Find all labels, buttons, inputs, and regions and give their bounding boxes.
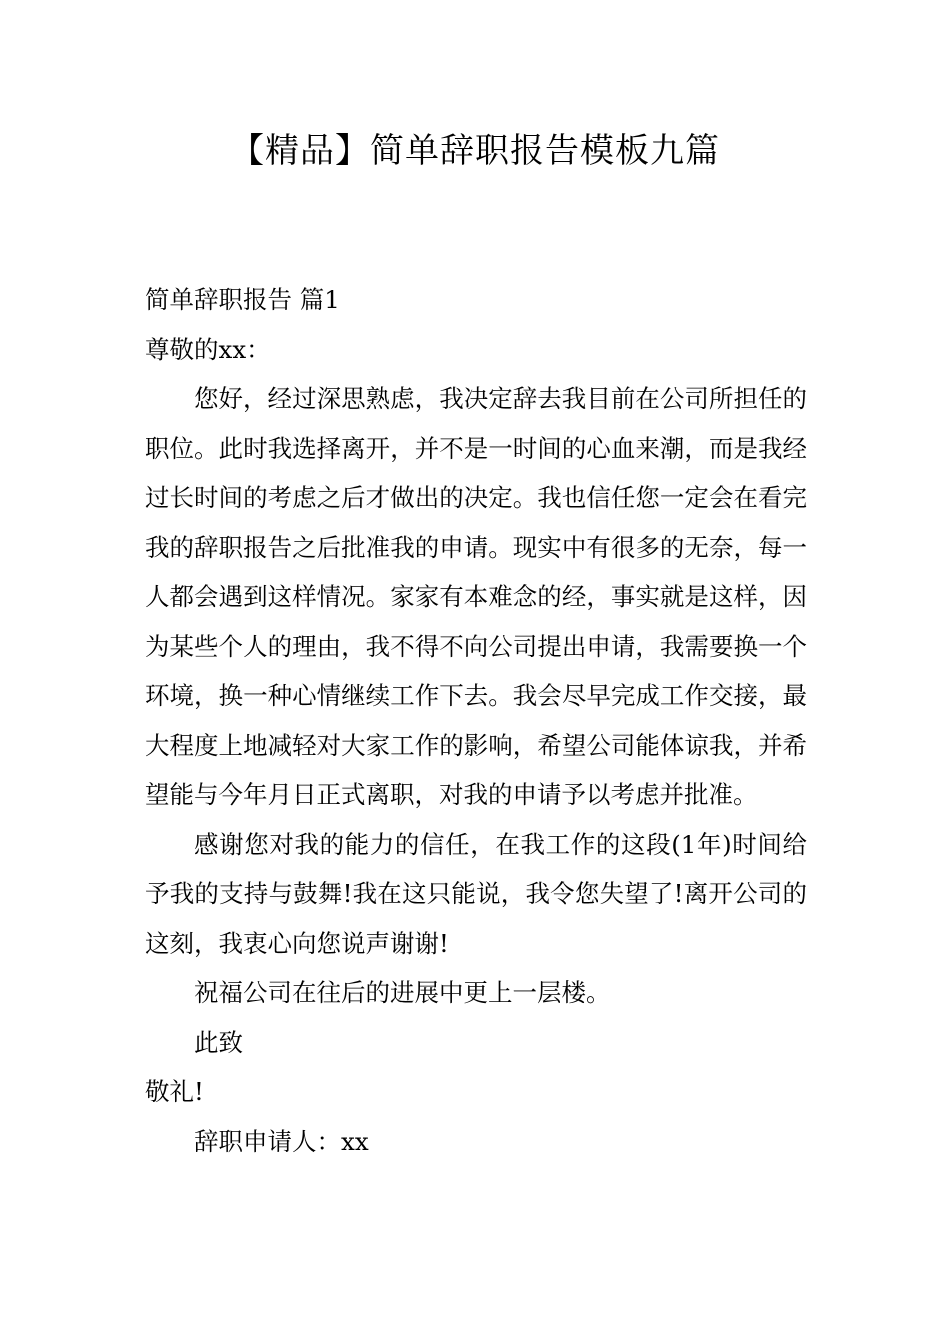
document-title: 【精品】简单辞职报告模板九篇: [230, 131, 720, 171]
paragraph-3: 祝福公司在往后的进展中更上一层楼。: [194, 978, 611, 1007]
salutation: 尊敬的xx：: [145, 334, 271, 364]
section-heading: 简单辞职报告 篇1: [145, 285, 340, 314]
document-body: [145, 275, 807, 1166]
signature-line: 辞职申请人：xx: [194, 1126, 369, 1156]
paragraph-1: 您好，经过深思熟虑，我决定辞去我目前在公司所担任的职位。此时我选择离开，并不是一时间的心血来潮，而是我经过长时间的考虑之后才做出的决定。我也信任您一定会在看完我的辞职报告之后批准我的申请。现实中有很多的无奈，每一人都会遇到这样情况。家家有本难念的经，事实就是这样，因为某些个人的理由，我不得不向公司提出申请，我需要换一个环境，换一种心情继续工作下去。我会尽早完成工作交接，最大程度上地减轻对大家工作的影响，希望公司能体谅我，并希望能与今年月日正式离职，对我的申请予以考虑并批准。: [145, 384, 807, 809]
paragraph-2: 感谢您对我的能力的信任，在我工作的这段(1年)时间给予我的支持与鼓舞!我在这只能说，我令您失望了!离开公司的这刻，我衷心向您说声谢谢!: [145, 829, 807, 958]
closing-line-1: 此致: [194, 1027, 243, 1057]
closing-line-2: 敬礼!: [145, 1077, 204, 1106]
